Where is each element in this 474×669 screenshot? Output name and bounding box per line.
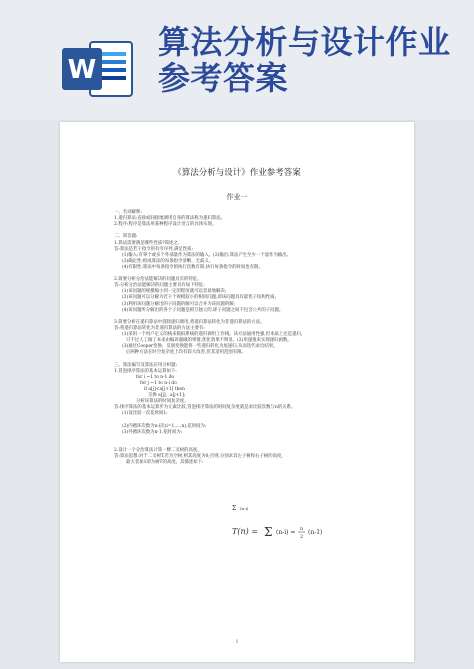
svg-text:T(n) =: T(n) = — [232, 527, 258, 536]
document-line: (3)通过Cooper变换、反演变换能将一些递归转化为尾递归,从而迭代求出结果。 — [122, 344, 278, 350]
document-line: (1)该问题的规模缩小到一定的程度就可以容易地解决; — [122, 289, 227, 295]
document-line: 答:分析分治法能解决的问题主要具有如下特征: — [114, 283, 205, 289]
document-line: (4)有限性:算法中每条指令的执行次数有限,执行每条指令的时间也有限。 — [122, 264, 263, 270]
page-header — [0, 0, 474, 120]
document-line: (4)该问题所分解出的各个子问题是相互独立的,即子问题之间不包含公共的子问题。 — [122, 307, 284, 313]
document-line: for i ←1 to n-1 do — [136, 374, 175, 380]
document-line: (1)采用一个用户定义的栈来模拟系统的递归调用工作栈。该方法通用性强,但本质上还是递归, — [122, 332, 303, 337]
svg-text:Σ: Σ — [264, 525, 273, 539]
document-line: 1.递归算法:直接或间接地调用自身的算法称为递归算法。 — [114, 216, 226, 222]
word-document-icon — [60, 38, 134, 100]
document-line: 二、简答题: — [114, 234, 138, 240]
document-line: (2)内循环次数为n-i次(i=1,…,n),花时间为: — [122, 423, 207, 429]
document-line: (3)利用该问题分解出的子问题的解可以合并为该问题的解; — [122, 301, 236, 307]
document-line: 答:算法思想:对于二叉树T,若为空树,则其高度为0;否则,分别求其左子树和右子树的高度, — [114, 454, 283, 459]
svg-text:(n-1): (n-1) — [308, 529, 323, 536]
document-line: (3)外循环次数为n-1,花时间为: — [122, 429, 183, 435]
document-line: (3)确定性:组成算法的每条指令清晰、无歧义。 — [122, 258, 214, 264]
document-line: 3.简要分析在递归算法中消除递归调用,将递归算法转化为非递归算法的方法。 — [114, 319, 265, 325]
svg-text:n: n — [300, 526, 304, 532]
document-line: 答:算法是若干指令的有穷序列,满足性质: — [114, 246, 193, 252]
document-line: 答:将递归算法转化为非递归算法的方法主要有: — [114, 325, 205, 331]
document-line: 2.简要分析分治法能解决的问题具有的特征。 — [114, 277, 202, 283]
svg-text:(n-i) =: (n-i) = — [276, 529, 296, 536]
svg-text:2: 2 — [300, 534, 304, 540]
document-title: 《算法分析与设计》作业参考答案 — [173, 168, 301, 178]
page-title: 算法分析与设计作业参考答案 — [158, 23, 451, 97]
logo-letter: W — [67, 55, 97, 85]
complexity-formula — [230, 500, 350, 550]
document-line: 1.冒泡排序算法的基本运算如下: — [114, 368, 177, 374]
document-line: 只不过人工做了本来由编译器做的事情,优化效果不明显。(2)用递推来实现递归函数。 — [126, 338, 292, 344]
document-line: 后两种方法在时空复杂度上均有较大改善,但其适用范围有限。 — [126, 350, 246, 356]
svg-text:(n-i): (n-i) — [240, 506, 249, 511]
document-line: 交换 a[j]、a[j+1]; — [148, 393, 186, 398]
svg-text:Σ: Σ — [232, 505, 237, 512]
page-number: 1 — [235, 640, 239, 645]
document-line: 三、算法编写及算法应用分析题: — [114, 362, 177, 368]
document-page — [60, 122, 414, 662]
document-subtitle: 作业一 — [226, 193, 248, 201]
document-line: 一、名词解释: — [114, 210, 142, 215]
document-line: 答:排序算法的基本运算步为元素比较,冒泡排序算法的时间复杂度就是求比较次数与n的关系。 — [114, 405, 296, 411]
document-line: 最大者加1即为树T的高度。其描述如下: — [126, 460, 204, 466]
document-line: 2.设计一个分治算法计算一棵二叉树的高度。 — [114, 447, 202, 453]
document-line: for j ←1 to n-i do — [140, 380, 177, 386]
document-line: 分析该算法的时间复杂度。 — [136, 399, 189, 405]
document-line: if a[j]<a[j+1] then — [144, 386, 185, 392]
document-line: (1)输入:有零个或多个外部量作为算法的输入。(2)输出:算法产生至少一个量作为输出。 — [122, 252, 292, 258]
document-line: (1)设比较一次花时间1; — [122, 411, 168, 417]
document-line: 2.程序:程序是算法用某种程序设计语言的具体实现。 — [114, 222, 217, 228]
document-line: 1.算法需要满足哪些性质?简述之。 — [114, 240, 183, 246]
document-line: (2)该问题可以分解为若干个规模较小的相同问题,即该问题具有最优子结构性质; — [122, 295, 276, 301]
